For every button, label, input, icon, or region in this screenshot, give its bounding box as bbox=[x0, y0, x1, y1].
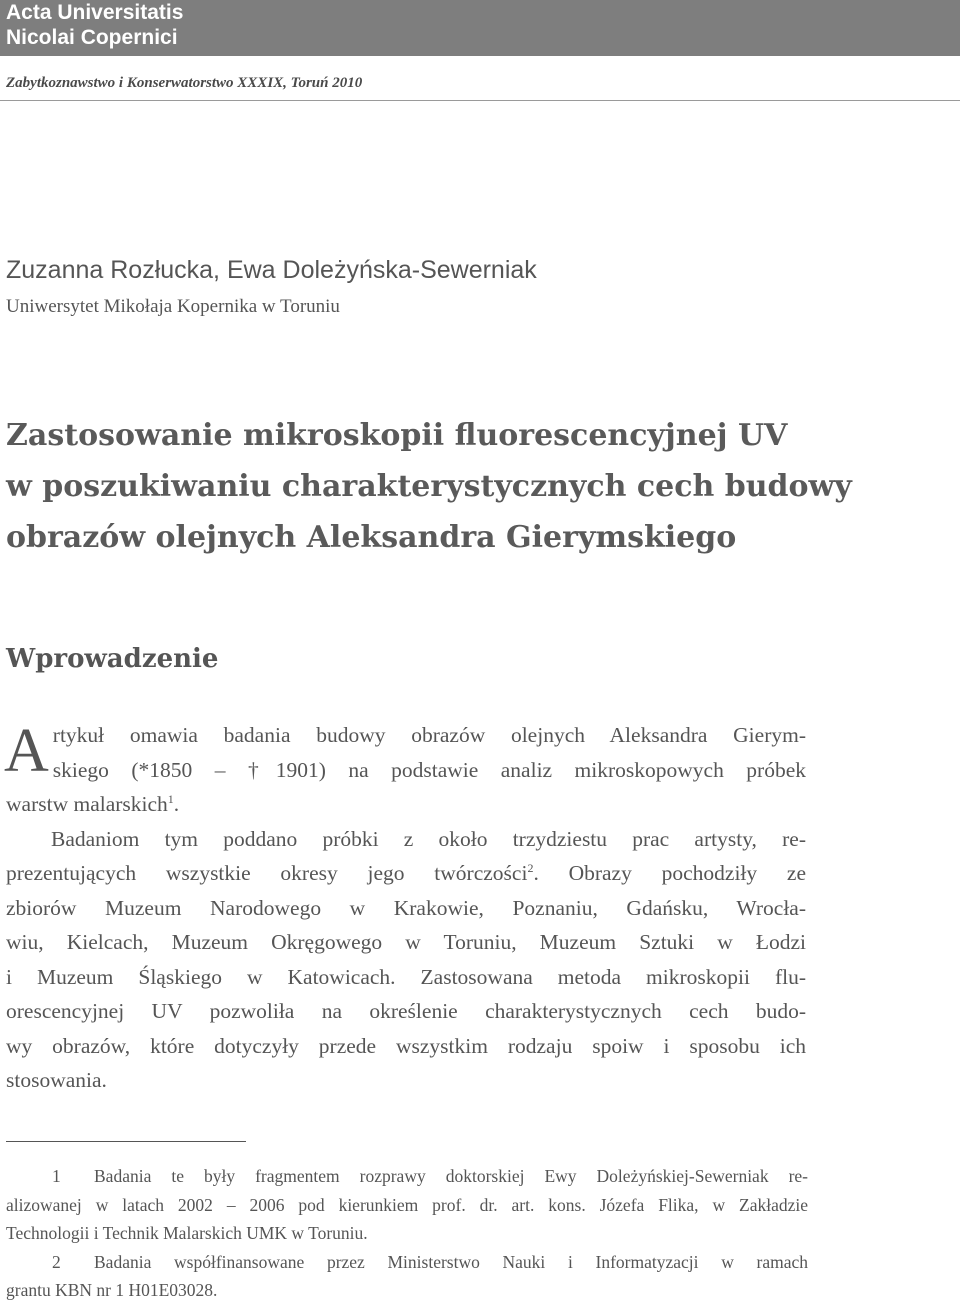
footnote-text: Badania współfinansowane przez Ministerstwo Nauki i Informatyzacji w ramach bbox=[94, 1251, 808, 1272]
body-line: skiego (*1850 – †1901) na podstawie analiz mikroskopowych próbek bbox=[52, 757, 806, 782]
article-authors: Zuzanna Rozłucka, Ewa Doleżyńska-Sewerniak bbox=[6, 256, 537, 284]
journal-series: Zabytkoznawstwo i Konserwatorstwo XXXIX, Toruń 2010 bbox=[6, 75, 363, 91]
body-line bbox=[6, 787, 806, 822]
footnote-ref-1[interactable]: 1 bbox=[167, 791, 174, 806]
body-line: wiu, Kielcach, Muzeum Okręgowego w Toruniu, Muzeum Sztuki w Łodzi bbox=[6, 930, 806, 954]
title-line-2: w poszukiwaniu charakterystycznych cech budowy bbox=[6, 469, 852, 504]
body-line bbox=[6, 856, 806, 891]
footnote-number: 1 bbox=[52, 1166, 61, 1186]
body-text-segment: warstw malarskich bbox=[6, 792, 168, 816]
body-line: orescencyjnej UV pozwoliła na określenie charakterystycznych cech budo- bbox=[6, 999, 806, 1023]
title-line-1: Zastosowanie mikroskopii fluorescencyjnej UV bbox=[6, 418, 788, 453]
article-title bbox=[6, 410, 946, 563]
body-text-segment: . bbox=[173, 792, 180, 816]
footnote-1-line: alizowanej w latach 2002 – 2006 pod kierunkiem prof. dr. art. kons. Józefa Flika, w Zakładzie bbox=[6, 1194, 808, 1215]
footnote-1-line bbox=[6, 1162, 808, 1191]
body-text-segment: prezentujących wszystkie okresy jego twórczości bbox=[6, 861, 528, 885]
body-line: i Muzeum Śląskiego w Katowicach. Zastosowana metoda mikroskopii flu- bbox=[6, 964, 806, 989]
section-heading: Wprowadzenie bbox=[6, 644, 219, 674]
body-text-segment: . Obrazy pochodziły ze bbox=[533, 861, 806, 885]
footnote-number: 2 bbox=[52, 1251, 61, 1272]
journal-header-band bbox=[0, 0, 960, 56]
footnote-2-line bbox=[6, 1248, 808, 1277]
drop-cap: A bbox=[4, 717, 49, 785]
footnote-divider bbox=[6, 1141, 246, 1142]
header-divider bbox=[0, 100, 960, 101]
author-affiliation: Uniwersytet Mikołaja Kopernika w Toruniu bbox=[6, 296, 340, 317]
footnote-ref-2[interactable]: 2 bbox=[527, 860, 534, 875]
article-body bbox=[6, 718, 806, 1098]
footnote-1-line: Technologii i Technik Malarskich UMK w Toruniu. bbox=[6, 1223, 368, 1243]
footnote-2-line: grantu KBN nr 1 H01E03028. bbox=[6, 1280, 218, 1300]
body-line: zbiorów Muzeum Narodowego w Krakowie, Poznaniu, Gdańsku, Wrocła- bbox=[6, 895, 806, 920]
footnotes bbox=[6, 1162, 808, 1305]
journal-name-line2: Nicolai Copernici bbox=[6, 26, 178, 49]
journal-name-line1: Acta Universitatis bbox=[6, 1, 184, 24]
body-line: rtykuł omawia badania budowy obrazów olejnych Aleksandra Gierym- bbox=[52, 723, 806, 747]
body-line: wy obrazów, które dotyczyły przede wszystkim rodzaju spoiw i sposobu ich bbox=[6, 1033, 806, 1058]
body-line: Badaniom tym poddano próbki z około trzydziestu prac artysty, re- bbox=[51, 826, 806, 851]
title-line-3: obrazów olejnych Aleksandra Gierymskiego bbox=[6, 520, 737, 555]
footnote-text: Badania te były fragmentem rozprawy doktorskiej Ewy Doleżyńskiej-Sewerniak re- bbox=[94, 1166, 808, 1186]
body-line: stosowania. bbox=[6, 1068, 107, 1092]
